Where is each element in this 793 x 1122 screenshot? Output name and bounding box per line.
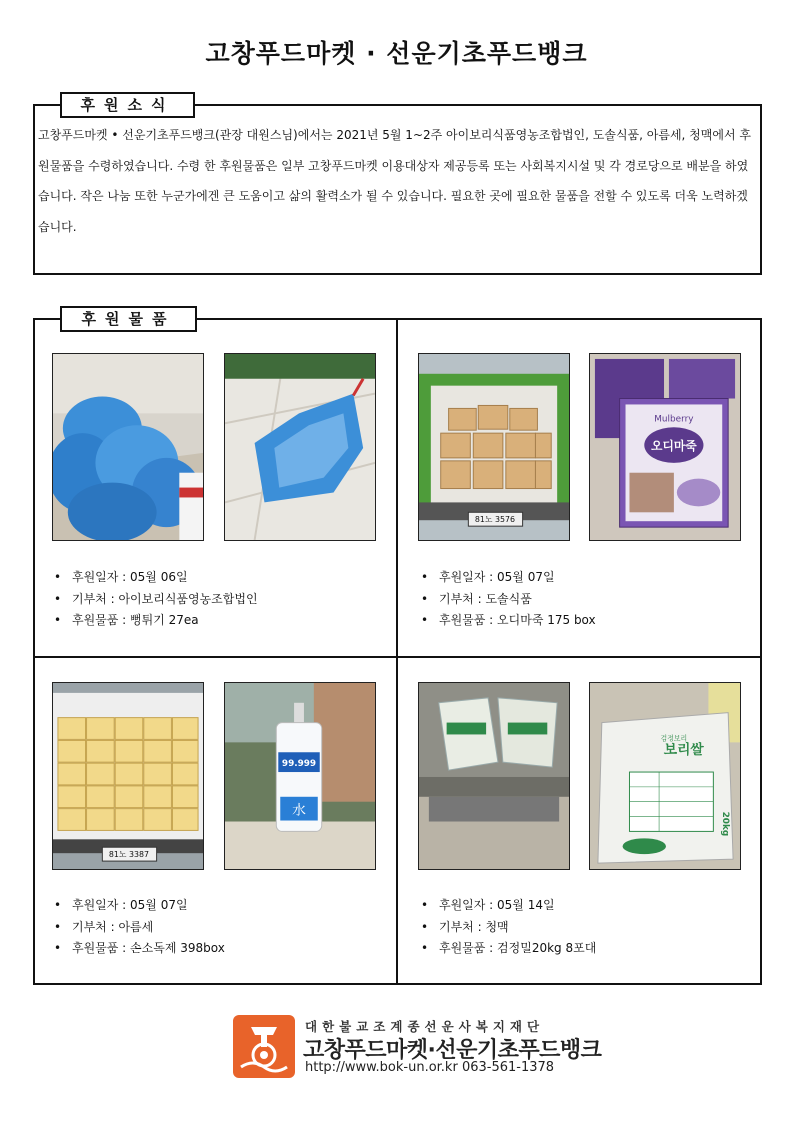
donation-donor: • 기부처 : 청맥 (421, 917, 596, 939)
donation-date: • 후원일자 : 05월 07일 (421, 567, 596, 589)
donation-date: • 후원일자 : 05월 14일 (421, 895, 596, 917)
donation-goods: • 후원물품 : 뻥튀기 27ea (54, 610, 258, 632)
plate-text: 81노 3576 (474, 515, 516, 525)
donation-goods: • 후원물품 : 손소독제 398box (54, 938, 225, 960)
donation-donor: • 기부처 : 아이보리식품영농조합법인 (54, 589, 258, 611)
sanitizer-char-text: 水 (292, 802, 306, 819)
donation-donor: • 기부처 : 아름세 (54, 917, 225, 939)
sack-weight-text: 20kg (720, 811, 731, 837)
donation-donor: • 기부처 : 도솔식품 (421, 589, 596, 611)
mulberry-product-text: 오디마죽 (651, 438, 697, 453)
photo-blue-bags-pile (52, 353, 204, 541)
plate-text: 81노 3387 (108, 850, 150, 860)
sanitizer-value-text: 99.999 (281, 759, 317, 770)
donation-goods: • 후원물품 : 오디마죽 175 box (421, 610, 596, 632)
photo-mulberry-porridge (589, 353, 741, 541)
foundation-logo-icon (233, 1015, 295, 1078)
photo-blue-bag (224, 353, 376, 541)
photo-barley-sack (589, 682, 741, 870)
footer-name: 고창푸드마켓·선운기초푸드뱅크 (303, 1038, 602, 1063)
photo-sanitizer-bottle (224, 682, 376, 870)
donation-date: • 후원일자 : 05월 06일 (54, 567, 258, 589)
donation-info-2 (421, 567, 596, 632)
sack-brand-text: 보리쌀 (663, 742, 704, 759)
footer-org: 대한불교조계종선운사복지재단 (305, 1019, 545, 1034)
donation-info-4 (421, 895, 596, 960)
donation-info-3 (54, 895, 225, 960)
footer-contact: http://www.bok-un.or.kr 063-561-1378 (305, 1060, 555, 1075)
donation-goods: • 후원물품 : 검정밀20kg 8포대 (421, 938, 596, 960)
tab-connector (33, 104, 63, 106)
photo-sanitizer-boxes (52, 682, 204, 870)
items-tab: 후원물품 (60, 306, 197, 332)
sack-label-text: 검정보리 (660, 734, 688, 743)
notice-text: 고창푸드마켓 • 선운기초푸드뱅크(관장 대원스님)에서는 2021년 5월 1~2주 아이보리식품영농조합법인, 도솔식품, 아름세, 청맥에서 후원물품을 수령하였습니다. 수령 한 후원물품은 일부 고창푸드마켓 이용대상자 제공등록 또는 사회복지시설 및 각 경로당으로 배분을 하였습니다. 작은 나눔 또한 누군가에겐 큰 도움이고 삶의 활력소가 될 수 있습니다. 필요한 곳에 필요한 물품을 전할 수 있도록 더욱 노력하겠습니다. (38, 128, 751, 234)
notice-tab: 후원소식 (60, 92, 195, 118)
mulberry-brand-text: Mulberry (654, 414, 694, 425)
donation-info-1 (54, 567, 258, 632)
photo-truck-boxes (418, 353, 570, 541)
page-title: 고창푸드마켓 · 선운기초푸드뱅크 (205, 39, 588, 68)
photo-truck-sacks (418, 682, 570, 870)
donation-date: • 후원일자 : 05월 07일 (54, 895, 225, 917)
grid-horizontal-divider (33, 656, 762, 658)
grid-vertical-divider (396, 318, 398, 985)
